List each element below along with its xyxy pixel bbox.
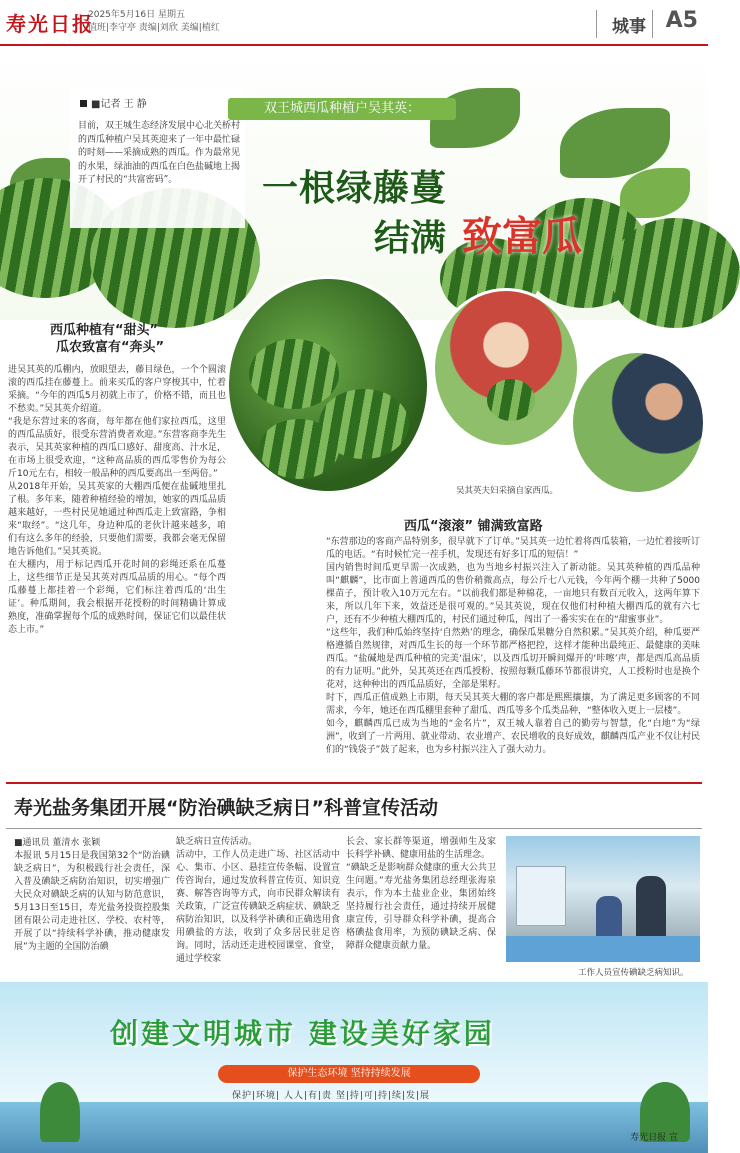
divider [596,10,597,38]
bullet-square [80,100,87,107]
article2-byline: ■通讯员 董清水 张颖 [14,838,101,848]
headline-line2: 结满 [374,217,447,259]
subheading-2: 西瓜“滚滚” 铺满致富路 [404,519,543,534]
article1-column2: “东营那边的客商产品特别多，很早就下了订单。”吴其英一边忙着将西瓜装箱，一边忙着接听订瓜的电话。“有时候忙完一茬手机，发现还有好多订瓜的短信！” 国内销售时间瓜更早需一次成熟，也为当地乡村振兴注入了新动能。吴其英种植的西瓜品种叫“麒麟”，比市面上普通西瓜的售价稍微高点，每公斤七八元钱，今年两个棚一共种了5000棵苗子，预计收入10万元左右。“以前我们都是种棉花，一亩地只有数百元收入，这两年算下来，所以几年下来，效益还是很可观的。”吴其英说，现在仅他们村种植大棚西瓜的就有六七户，还有不少种植大棚西瓜的，村民们通过种瓜，闯出了一番实实在在的“甜蜜事业”。 “这些年，我们种瓜始终坚持‘自然熟’的理念，确保瓜果糖分自然积累。”吴其英介绍，种瓜要严格遵循自然规律，对西瓜生长的每一个环节都严格把控，这样才能种出最纯正、最健康的美味西瓜。“盐碱地是西瓜种植的完美‘温床’，以及西瓜切开瞬间爆开的‘咔嚓’声，都是西瓜高品质的有力证明。”此外，吴其英还在西瓜授粉、按照每颗瓜藤环节都很讲究，人工授粉时也是换个花对，这种种出的西瓜品质好，全部是果籽。 时下，西瓜正值成熟上市期，每天吴其英大棚的客户都是熙熙攘攘，为了满足更多顾客的不同需求，今年，她还在西瓜棚里套种了甜瓜、西瓜等多个瓜类品种，“整体收入更上一层楼”。 如今，麒麟西瓜已成为当地的“金名片”，双王城人靠着自己的勤劳与智慧，化“白地”为“绿洲”，收到了一片两用、就业带动、农业增产、农民增收的良好成效，麒麟西瓜产业不仅让村民们的“钱袋子”鼓了起来，也为乡村振兴注入了强大动力。 [326,537,700,755]
article1-column1: 进吴其英的瓜棚内，放眼望去，藤目绿色，一个个圆滚滚的西瓜挂在藤蔓上。前来买瓜的客户穿梭其中，忙着采摘。“今年的西瓜5月初就上市了，价格不错，而且也不愁卖。”吴其英介绍道。 “我是东营过来的客商，每年都在他们家拉西瓜，这里的西瓜品质好，很受东营消费者欢迎。”东营客商李先生表示，吴其英家种植的西瓜口感好、甜度高、汁水足，在市场上很受欢迎，“这种高品质的西瓜零售价为每公斤10元左右，相较一般品种的西瓜要高出一至两倍。” 从2018年开始，吴其英家的大棚西瓜便在盐碱地里扎了根。多年来，随着种植经验的增加，她家的西瓜品质越来越好，一些村民见她通过种西瓜走上致富路，争相来“取经”。“这几年，身边种瓜的老伙计越来越多，咱们有这么多年的经验，只要他们需要，我都会毫无保留地告诉他们。”吴其英说。 在大棚内，用于标记西瓜开花时间的彩绳还系在瓜蔓上，这些细节正是吴其英对西瓜品质的用心。“每个西瓜藤蔓上都挂着一个彩绳，它们标注着西瓜的‘出生证’。种瓜期间，我会根据开花授粉的时间精确计算成熟度，准确掌握每个瓜的成熟时间，保证它们以最佳状态上市。” [8,365,226,635]
subheading-1 [50,322,164,356]
headline-highlight: 致富瓜 [462,213,582,260]
issue-date: 2025年5月16日 星期五 [88,10,185,20]
section-divider [6,782,702,784]
outreach-event-photo [506,836,700,962]
city-skyline [0,1102,708,1153]
reporter-byline: ■记者 王 静 [80,95,147,110]
headline-kicker: 双王城西瓜种植户吴其英： [228,98,456,120]
banner-slogan: 创建文明城市 建设美好家园 [110,1017,495,1050]
section-name: 城事 [612,17,646,37]
photo-caption: 吴其英夫妇采摘自家西瓜。 [456,486,559,496]
watermelon-illustration [610,218,740,328]
info-table [506,936,700,962]
banner-credit: 寿光日报 宣 [630,1133,678,1143]
subheading-1-line2: 瓜农致富有“奔头” [56,340,165,355]
article2-column1: 本报讯 5月15日是我国第32个“防治碘缺乏病日”，为积极践行社会责任，深入普及碘缺乏病防治知识，切实增强广大民众对碘缺乏病的认知与防范意识，5月13日至15日，寿光盐务投资控股集团有限公司走进社区、学校、农村等，开展了以“持续科学补碘，推动健康发展”为主题的全国防治碘 [14,851,170,952]
watermelon-field-photo [226,276,430,494]
watermelon-held-photo [487,379,535,421]
display-board [516,866,566,926]
editor-credits: 值班|李守亭 责编|刘欣 美编|植红 [88,23,220,33]
tree-illustration [40,1082,80,1142]
article2-column3: 长会、家长群等渠道，增强师生及家长科学补碘、健康用盐的生活理念。 “碘缺乏是影响群众健康的重大公共卫生问题。”寿光盐务集团总经理张海泉表示，作为本土盐业企业，集团始终坚持履行社会责任，通过持续开展健康宣传，引导群众科学补碘，提高合格碘盐食用率，为预防碘缺乏病、保障群众健康贡献力量。 [346,837,496,951]
newspaper-logo: 寿光日报 [6,12,94,36]
watermelon-photo-item [259,419,339,479]
banner-small-text: 保护|环境| 人人|有|责 坚|持|可|持|续|发|展 [232,1091,431,1101]
article2-headline: 寿光盐务集团开展“防治碘缺乏病日”科普宣传活动 [14,797,438,819]
article1-column1-continued [8,490,308,780]
subheading-1-line1: 西瓜种植有“甜头” [50,323,159,338]
leaf-illustration [620,168,690,218]
article2-photo-caption: 工作人员宣传碘缺乏病知识。 [578,968,689,978]
divider [652,10,653,38]
headline-line1: 一根绿藤蔓 [262,167,448,209]
farmer-woman-photo [432,288,580,448]
article2-column2: 缺乏病日宣传活动。 活动中，工作人员走进广场、社区活动中心、集市、小区、悬挂宣传条幅、设置宣传咨询台，通过发放科普宣传页、知识竞赛、解答咨询等方式，向市民群众解读有关政策，广泛宣传碘缺乏病症状、碘缺乏病防治知识，以及科学补碘和正确选用食用碘盐的方法，收到了众多居民驻足咨询。同时，活动还走进校园课堂、食堂，通过学校家 [176,837,340,964]
page-number: A5 [665,8,698,33]
watermelon-photo-item [249,339,339,409]
banner-subslogan: 保护生态环境 坚持持续发展 [218,1065,480,1083]
intro-text: 目前，双王城生态经济发展中心北关桥村的西瓜种植户吴其英迎来了一年中最忙碌的时刻——采摘成熟的西瓜。作为最常见的水果，绿油油的西瓜在白色盐碱地上揭开了村民的“共富密码”。 [78,121,241,185]
divider [6,828,702,829]
dateline [88,9,220,35]
farmer-man-photo [570,350,706,495]
